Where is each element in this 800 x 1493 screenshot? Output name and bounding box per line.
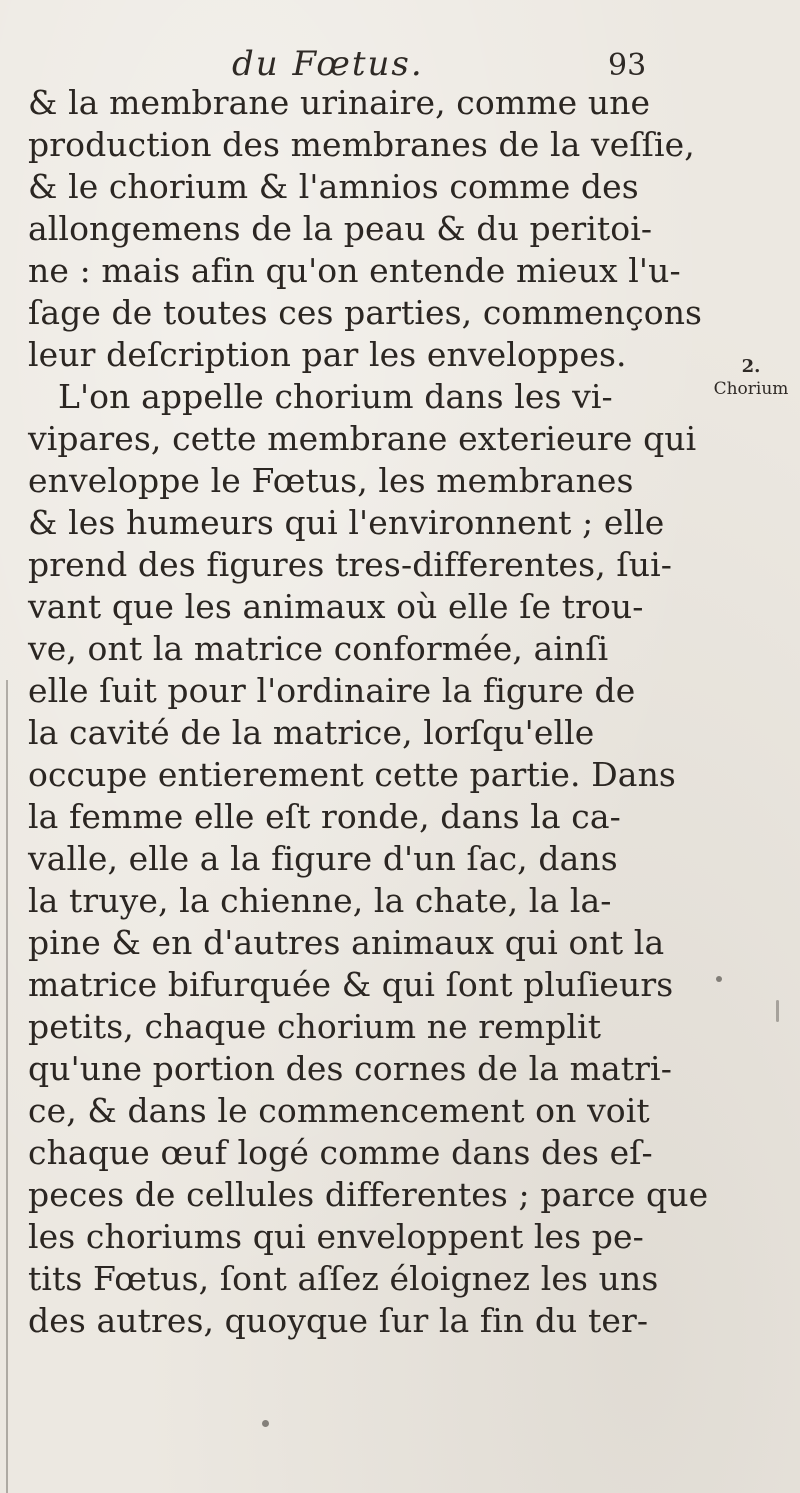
margin-note-label: Chorium <box>713 379 789 399</box>
text-line: prend des figures tres-differentes, ſui- <box>28 545 672 584</box>
text-line: & le chorium & l'amnios comme des <box>28 167 639 206</box>
text-line: des autres, quoyque ſur la fin du ter- <box>28 1301 649 1340</box>
text-line: ne : mais afin qu'on entende mieux l'u- <box>28 251 681 290</box>
text-line: allongemens de la peau & du peritoi- <box>28 209 653 248</box>
paragraph-start-line: L'on appelle chorium dans les vi- <box>58 377 613 416</box>
text-line: vant que les animaux où elle ſe trou- <box>28 587 644 626</box>
text-line: enveloppe le Fœtus, les membranes <box>28 461 634 500</box>
page-gutter-edge <box>6 680 8 1493</box>
text-line: tits Fœtus, ſont aſſez éloignez les uns <box>28 1259 659 1298</box>
text-line: valle, elle a la figure d'un ſac, dans <box>28 839 618 878</box>
text-line: occupe entierement cette partie. Dans <box>28 755 676 794</box>
text-line: & les humeurs qui l'environnent ; elle <box>28 503 665 542</box>
ink-speck <box>262 1420 269 1427</box>
text-line: pine & en d'autres animaux qui ont la <box>28 923 665 962</box>
text-line: la cavité de la matrice, lorſqu'elle <box>28 713 595 752</box>
text-line: & la membrane urinaire, comme une <box>28 83 651 122</box>
text-line: petits, chaque chorium ne remplit <box>28 1007 602 1046</box>
ink-speck <box>776 1000 779 1022</box>
text-line: peces de cellules differentes ; parce que <box>28 1175 709 1214</box>
running-title: du Fœtus. <box>232 44 424 84</box>
text-line: production des membranes de la veſſie, <box>28 125 695 164</box>
text-line: vipares, cette membrane exterieure qui <box>28 419 697 458</box>
text-line: les choriums qui enveloppent les pe- <box>28 1217 644 1256</box>
text-line: elle ſuit pour l'ordinaire la figure de <box>28 671 636 710</box>
ink-speck <box>716 976 722 982</box>
running-head <box>0 44 700 84</box>
margin-note <box>702 356 800 400</box>
text-line: ſage de toutes ces parties, commençons <box>28 293 703 332</box>
body-text <box>28 82 709 1342</box>
text-line: la truye, la chienne, la chate, la la- <box>28 881 612 920</box>
text-line: ve, ont la matrice conformée, ainſi <box>28 629 609 668</box>
text-line: chaque œuf logé comme dans des eſ- <box>28 1133 653 1172</box>
margin-note-number: 2. <box>741 356 761 377</box>
page-number: 93 <box>608 48 647 83</box>
text-line: leur deſcription par les enveloppes. <box>28 335 627 374</box>
text-line: qu'une portion des cornes de la matri- <box>28 1049 672 1088</box>
text-line: ce, & dans le commencement on voit <box>28 1091 650 1130</box>
text-line: matrice bifurquée & qui ſont pluſieurs <box>28 965 674 1004</box>
text-line: la femme elle eſt ronde, dans la ca- <box>28 797 621 836</box>
